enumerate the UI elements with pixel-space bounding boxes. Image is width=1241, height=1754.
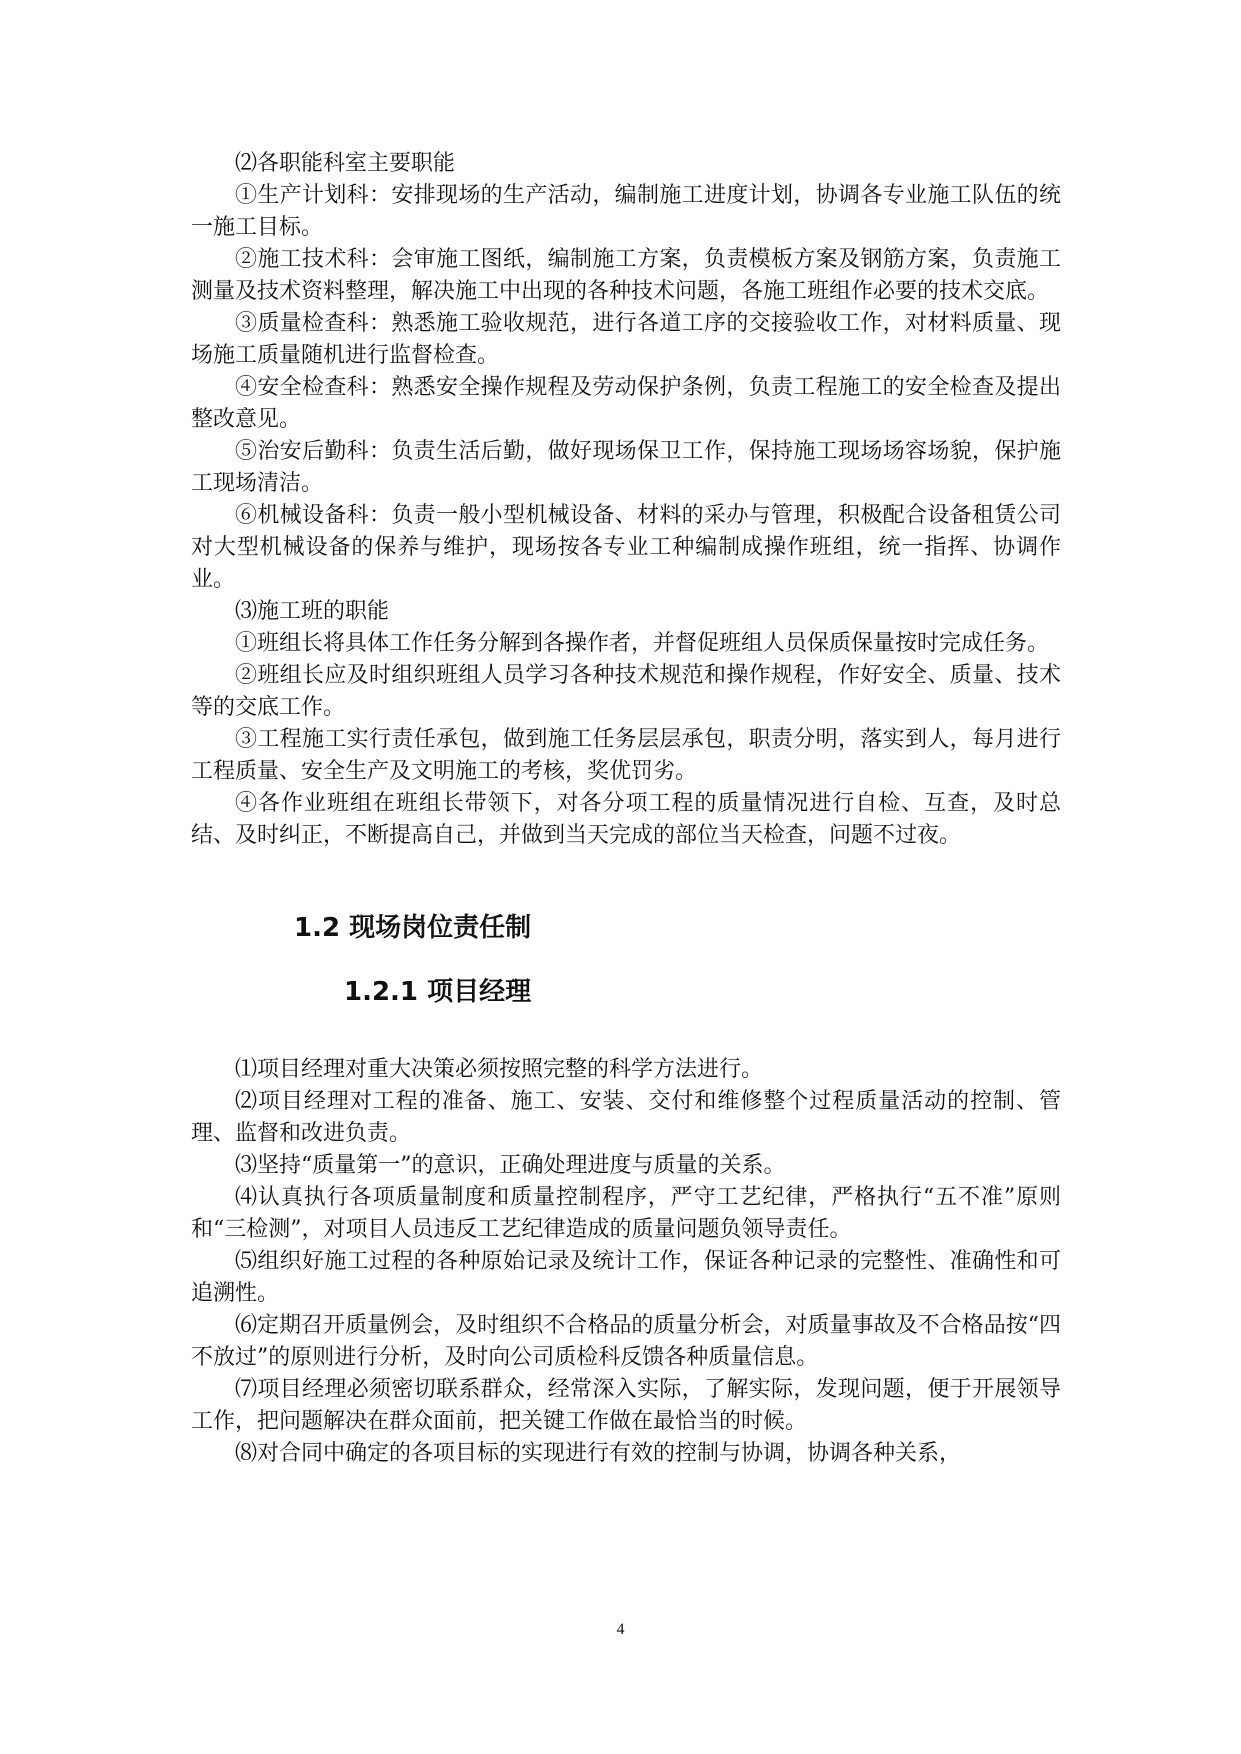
paragraph: ⑺项目经理必须密切联系群众，经常深入实际，了解实际，发现问题，便于开展领导工作，把问题解决在群众面前，把关键工作做在最恰当的时候。: [191, 1377, 1061, 1434]
section-functions: [191, 148, 1061, 852]
paragraph: ⑻对合同中确定的各项目标的实现进行有效的控制与协调，协调各种关系，: [235, 1441, 962, 1466]
paragraph: ②班组长应及时组织班组人员学习各种技术规范和操作规程，作好安全、质量、技术等的交底工作。: [191, 663, 1061, 720]
paragraph: ⑹定期召开质量例会，及时组织不合格品的质量分析会，对质量事故及不合格品按“四不放过”的原则进行分析，及时向公司质检科反馈各种质量信息。: [191, 1313, 1061, 1370]
paragraph: ④安全检查科：熟悉安全操作规程及劳动保护条例，负责工程施工的安全检查及提出整改意见。: [191, 375, 1061, 432]
paragraph: ⑶施工班的职能: [235, 599, 390, 624]
page-content: [191, 148, 1061, 1470]
paragraph: ⑴项目经理对重大决策必须按照完整的科学方法进行。: [235, 1057, 764, 1082]
paragraph: ②施工技术科：会审施工图纸，编制施工方案，负责模板方案及钢筋方案，负责施工测量及技术资料整理，解决施工中出现的各种技术问题，各施工班组作必要的技术交底。: [191, 247, 1061, 304]
paragraph: ①生产计划科：安排现场的生产活动，编制施工进度计划，协调各专业施工队伍的统一施工目标。: [191, 183, 1061, 240]
paragraph: ⑸组织好施工过程的各种原始记录及统计工作，保证各种记录的完整性、准确性和可追溯性。: [191, 1249, 1061, 1306]
paragraph: ③工程施工实行责任承包，做到施工任务层层承包，职责分明，落实到人，每月进行工程质量、安全生产及文明施工的考核，奖优罚劣。: [191, 727, 1061, 784]
paragraph: ⑤治安后勤科：负责生活后勤，做好现场保卫工作，保持施工现场场容场貌，保护施工现场清洁。: [191, 439, 1061, 496]
subsection-heading: 1.2.1 项目经理: [344, 977, 532, 1007]
paragraph: ⑵项目经理对工程的准备、施工、安装、交付和维修整个过程质量活动的控制、管理、监督和改进负责。: [191, 1089, 1061, 1146]
paragraph: ③质量检查科：熟悉施工验收规范，进行各道工序的交接验收工作，对材料质量、现场施工质量随机进行监督检查。: [191, 311, 1061, 368]
page-number: 4: [616, 1621, 625, 1638]
paragraph: ①班组长将具体工作任务分解到各操作者，并督促班组人员保质保量按时完成任务。: [235, 631, 1050, 656]
paragraph: ④各作业班组在班组长带领下，对各分项工程的质量情况进行自检、互查，及时总结、及时纠正，不断提高自己，并做到当天完成的部位当天检查，问题不过夜。: [191, 791, 1061, 848]
section-project-manager: [191, 1054, 1061, 1470]
paragraph: ⑵各职能科室主要职能: [235, 151, 456, 176]
paragraph: ⑥机械设备科：负责一般小型机械设备、材料的采办与管理，积极配合设备租赁公司对大型机械设备的保养与维护，现场按各专业工种编制成操作班组，统一指挥、协调作业。: [191, 503, 1061, 592]
paragraph: ⑷认真执行各项质量制度和质量控制程序，严守工艺纪律，严格执行“五不准”原则和“三检测”，对项目人员违反工艺纪律造成的质量问题负领导责任。: [191, 1185, 1061, 1242]
paragraph: ⑶坚持“质量第一”的意识，正确处理进度与质量的关系。: [235, 1153, 786, 1178]
section-heading: 1.2 现场岗位责任制: [294, 913, 532, 943]
